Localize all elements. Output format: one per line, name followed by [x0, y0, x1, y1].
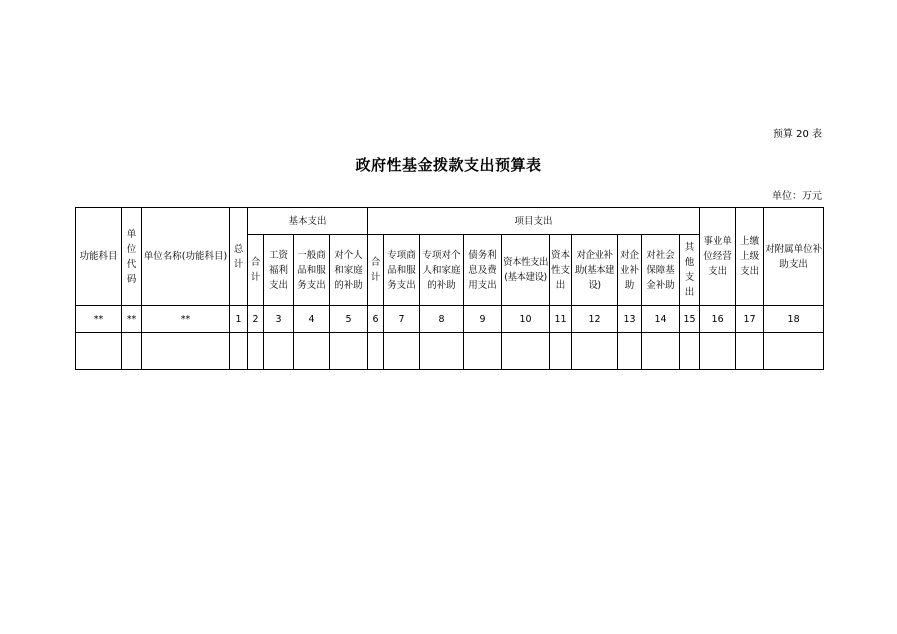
num-cell: 4	[294, 306, 330, 333]
num-cell: 12	[572, 306, 618, 333]
header-enterprise: 对企业补助	[618, 235, 642, 306]
num-cell: **	[76, 306, 122, 333]
data-cell	[230, 333, 248, 370]
data-cell	[76, 333, 122, 370]
header-unit-name: 单位名称(功能科目)	[142, 208, 230, 306]
data-cell	[764, 333, 824, 370]
num-cell: 13	[618, 306, 642, 333]
header-total: 总计	[230, 208, 248, 306]
num-cell: 10	[502, 306, 550, 333]
header-unit-code: 单位代码	[122, 208, 142, 306]
data-cell	[122, 333, 142, 370]
num-cell: 1	[230, 306, 248, 333]
data-cell	[736, 333, 764, 370]
header-project-total: 合计	[368, 235, 384, 306]
data-cell	[700, 333, 736, 370]
num-cell: 15	[680, 306, 700, 333]
header-wages: 工资福利支出	[264, 235, 294, 306]
num-cell: 14	[642, 306, 680, 333]
num-cell: 16	[700, 306, 736, 333]
data-cell	[264, 333, 294, 370]
num-cell: 5	[330, 306, 368, 333]
num-cell: 6	[368, 306, 384, 333]
data-cell	[142, 333, 230, 370]
page-title: 政府性基金拨款支出预算表	[355, 156, 542, 174]
header-special-individual: 专项对个人和家庭的补助	[420, 235, 464, 306]
data-cell	[294, 333, 330, 370]
num-cell: 9	[464, 306, 502, 333]
header-special-goods: 专项商品和服务支出	[384, 235, 420, 306]
header-remit-upper: 上缴上级支出	[736, 208, 764, 306]
data-cell	[384, 333, 420, 370]
data-cell	[550, 333, 572, 370]
num-cell: 8	[420, 306, 464, 333]
num-cell: **	[122, 306, 142, 333]
num-cell: 7	[384, 306, 420, 333]
header-goods-services: 一般商品和服务支出	[294, 235, 330, 306]
num-cell: 18	[764, 306, 824, 333]
header-other: 其他支出	[680, 235, 700, 306]
header-debt-interest: 债务利息及费用支出	[464, 235, 502, 306]
data-cell	[502, 333, 550, 370]
data-cell	[680, 333, 700, 370]
header-operating: 事业单位经营支出	[700, 208, 736, 306]
form-number: 预算 20 表	[772, 129, 822, 140]
num-cell: 11	[550, 306, 572, 333]
unit-label: 单位：万元	[772, 191, 822, 202]
header-project-group: 项目支出	[368, 208, 700, 235]
num-cell: 17	[736, 306, 764, 333]
data-cell	[572, 333, 618, 370]
data-cell	[618, 333, 642, 370]
data-cell	[464, 333, 502, 370]
header-capital-basic: 资本性支出(基本建设)	[502, 235, 550, 306]
header-basic-group: 基本支出	[248, 208, 368, 235]
data-cell	[330, 333, 368, 370]
data-cell	[248, 333, 264, 370]
num-cell: **	[142, 306, 230, 333]
data-cell	[368, 333, 384, 370]
header-basic-total: 合计	[248, 235, 264, 306]
header-subordinate-subsidy: 对附属单位补助支出	[764, 208, 824, 306]
num-cell: 3	[264, 306, 294, 333]
budget-table	[75, 207, 824, 370]
header-social-security: 对社会保障基金补助	[642, 235, 680, 306]
data-cell	[642, 333, 680, 370]
num-cell: 2	[248, 306, 264, 333]
header-capital: 资本性支出	[550, 235, 572, 306]
data-cell	[420, 333, 464, 370]
header-enterprise-basic: 对企业补助(基本建设)	[572, 235, 618, 306]
header-func-subject: 功能科目	[76, 208, 122, 306]
header-individual-subsidy: 对个人和家庭的补助	[330, 235, 368, 306]
